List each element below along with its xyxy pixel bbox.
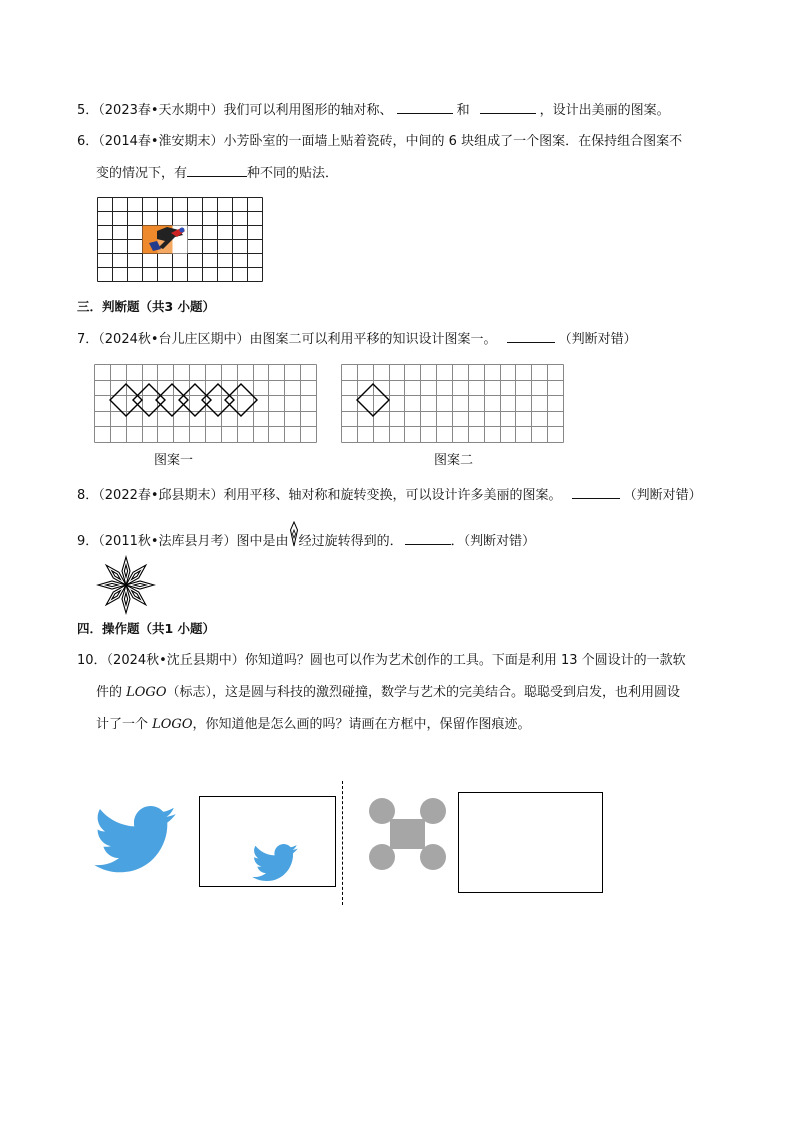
q8-text-b: （判断对错） bbox=[623, 488, 702, 503]
q7-answer-blank[interactable] bbox=[507, 330, 555, 343]
q10-text-c2: ，你知道他是怎么画的吗？请画在方框中，保留作图痕迹。 bbox=[192, 717, 531, 732]
tile-grid-svg bbox=[97, 197, 265, 283]
pattern-two-svg bbox=[341, 364, 565, 444]
gray-x-icon bbox=[368, 797, 447, 871]
question-6 bbox=[77, 133, 682, 151]
q10-text-c1: 计了一个 bbox=[96, 717, 153, 732]
q10-logo-word-2: LOGO bbox=[152, 717, 193, 732]
q5-text-c: ，设计出美丽的图案。 bbox=[539, 103, 670, 118]
q5-answer-blank-1[interactable] bbox=[397, 101, 453, 114]
q6-text-a: 小芳卧室的一面墙上贴着瓷砖，中间的 6 块组成了一个图案．在保持组合图案不 bbox=[223, 134, 683, 149]
q6-source: （2014春•淮安期末） bbox=[98, 134, 224, 149]
q10-text-a: 你知道吗？圆也可以作为艺术创作的工具。下面是利用 13 个圆设计的一款软 bbox=[244, 653, 686, 668]
q9-text-c: ．（判断对错） bbox=[450, 534, 536, 549]
q8-number: 8． bbox=[77, 488, 99, 503]
question-6-line-2 bbox=[96, 164, 338, 183]
q6-text-b: 变的情况下，有 bbox=[96, 166, 188, 181]
question-10-line-2 bbox=[96, 684, 680, 702]
pattern-two-caption: 图案二 bbox=[434, 453, 474, 468]
section-3-heading: 三．判断题（共3 小题） bbox=[77, 299, 216, 314]
q10-logo-word: LOGO bbox=[126, 685, 167, 700]
tile-grid-figure bbox=[97, 197, 265, 283]
question-10 bbox=[77, 652, 686, 670]
q5-number: 5． bbox=[77, 103, 99, 118]
q6-text-c: 种不同的贴法． bbox=[247, 166, 339, 181]
q8-text-a: 利用平移、轴对称和旋转变换，可以设计许多美丽的图案。 bbox=[223, 488, 562, 503]
answer-drawing-box[interactable] bbox=[458, 792, 603, 893]
q9-source: （2011秋•法库县月考） bbox=[98, 534, 237, 549]
twitter-bird-logo bbox=[94, 806, 176, 874]
q10-text-b1: 件的 bbox=[96, 685, 127, 700]
petal-shape-icon bbox=[289, 531, 299, 549]
example-drawing-frame bbox=[199, 796, 336, 887]
pattern-one-svg bbox=[94, 364, 318, 444]
q6-number: 6． bbox=[77, 134, 99, 149]
circle-x-logo bbox=[368, 797, 447, 871]
q7-text-b: （判断对错） bbox=[558, 332, 637, 347]
question-9 bbox=[77, 531, 535, 551]
q6-answer-blank[interactable] bbox=[187, 164, 247, 177]
q8-source: （2022春•邱县期末） bbox=[98, 488, 224, 503]
pattern-one-caption: 图案一 bbox=[154, 453, 194, 468]
q10-text-b2: （标志），这是圆与科技的激烈碰撞，数学与艺术的完美结合。聪聪受到启发，也利用圆设 bbox=[166, 685, 680, 700]
q5-text-a: 我们可以利用图形的轴对称、 bbox=[223, 103, 393, 118]
pattern-one-figure bbox=[94, 364, 318, 444]
q10-source: （2024秋•沈丘县期中） bbox=[106, 653, 245, 668]
question-8 bbox=[77, 486, 702, 505]
question-10-line-3 bbox=[96, 716, 531, 734]
q9-text-a: 图中是由 bbox=[236, 534, 289, 549]
pattern-two-figure bbox=[341, 364, 565, 444]
bird-icon bbox=[94, 806, 176, 874]
rotated-star-figure bbox=[95, 555, 157, 615]
q7-number: 7． bbox=[77, 332, 99, 347]
question-7 bbox=[77, 330, 637, 349]
tile-pattern bbox=[143, 226, 188, 254]
q9-number: 9． bbox=[77, 534, 99, 549]
q5-source: （2023春•天水期中） bbox=[98, 103, 224, 118]
q5-text-b: 和 bbox=[456, 103, 470, 118]
q10-number: 10． bbox=[77, 653, 107, 668]
q7-source: （2024秋•台儿庄区期中） bbox=[98, 332, 250, 347]
small-bird-icon bbox=[252, 844, 298, 882]
dashed-divider bbox=[342, 781, 343, 905]
section-4-heading: 四．操作题（共1 小题） bbox=[77, 621, 216, 636]
q7-text-a: 由图案二可以利用平移的知识设计图案一。 bbox=[249, 332, 497, 347]
question-5 bbox=[77, 101, 670, 120]
q5-answer-blank-2[interactable] bbox=[480, 101, 536, 114]
q9-answer-blank[interactable] bbox=[405, 532, 451, 545]
q9-text-b: 经过旋转得到的． bbox=[298, 534, 403, 549]
rotated-star-svg bbox=[95, 555, 157, 615]
pattern-two-grid bbox=[342, 365, 564, 443]
q8-answer-blank[interactable] bbox=[572, 486, 620, 499]
